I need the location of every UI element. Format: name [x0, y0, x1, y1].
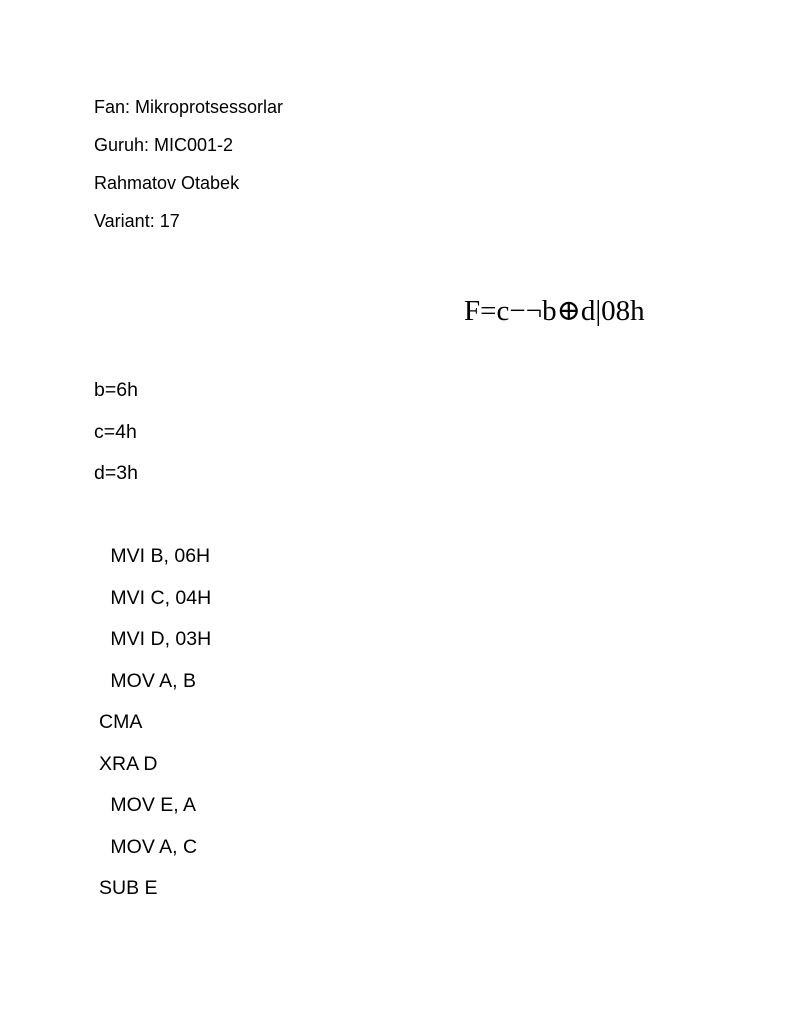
code-line: XRA D: [99, 753, 158, 775]
group-line: Guruh: MIC001-2: [94, 135, 234, 155]
variant-line: Variant: 17: [94, 211, 180, 231]
formula: F=c−¬b⊕d|08h: [464, 295, 645, 327]
variable-b: b=6h: [94, 379, 138, 401]
subject-line: Fan: Mikroprotsessorlar: [94, 97, 284, 117]
variable-d: d=3h: [94, 462, 138, 484]
code-line: MOV A, C: [105, 836, 198, 858]
code-line: SUB E: [99, 877, 158, 899]
student-name: Rahmatov Otabek: [94, 173, 240, 193]
code-line: MVI B, 06H: [105, 545, 211, 567]
code-line: MOV A, B: [105, 670, 197, 692]
code-line: CMA: [99, 711, 143, 733]
variable-c: c=4h: [94, 421, 137, 443]
code-line: MVI C, 04H: [105, 587, 212, 609]
code-line: MVI D, 03H: [105, 628, 212, 650]
code-line: MOV E, A: [105, 794, 197, 816]
